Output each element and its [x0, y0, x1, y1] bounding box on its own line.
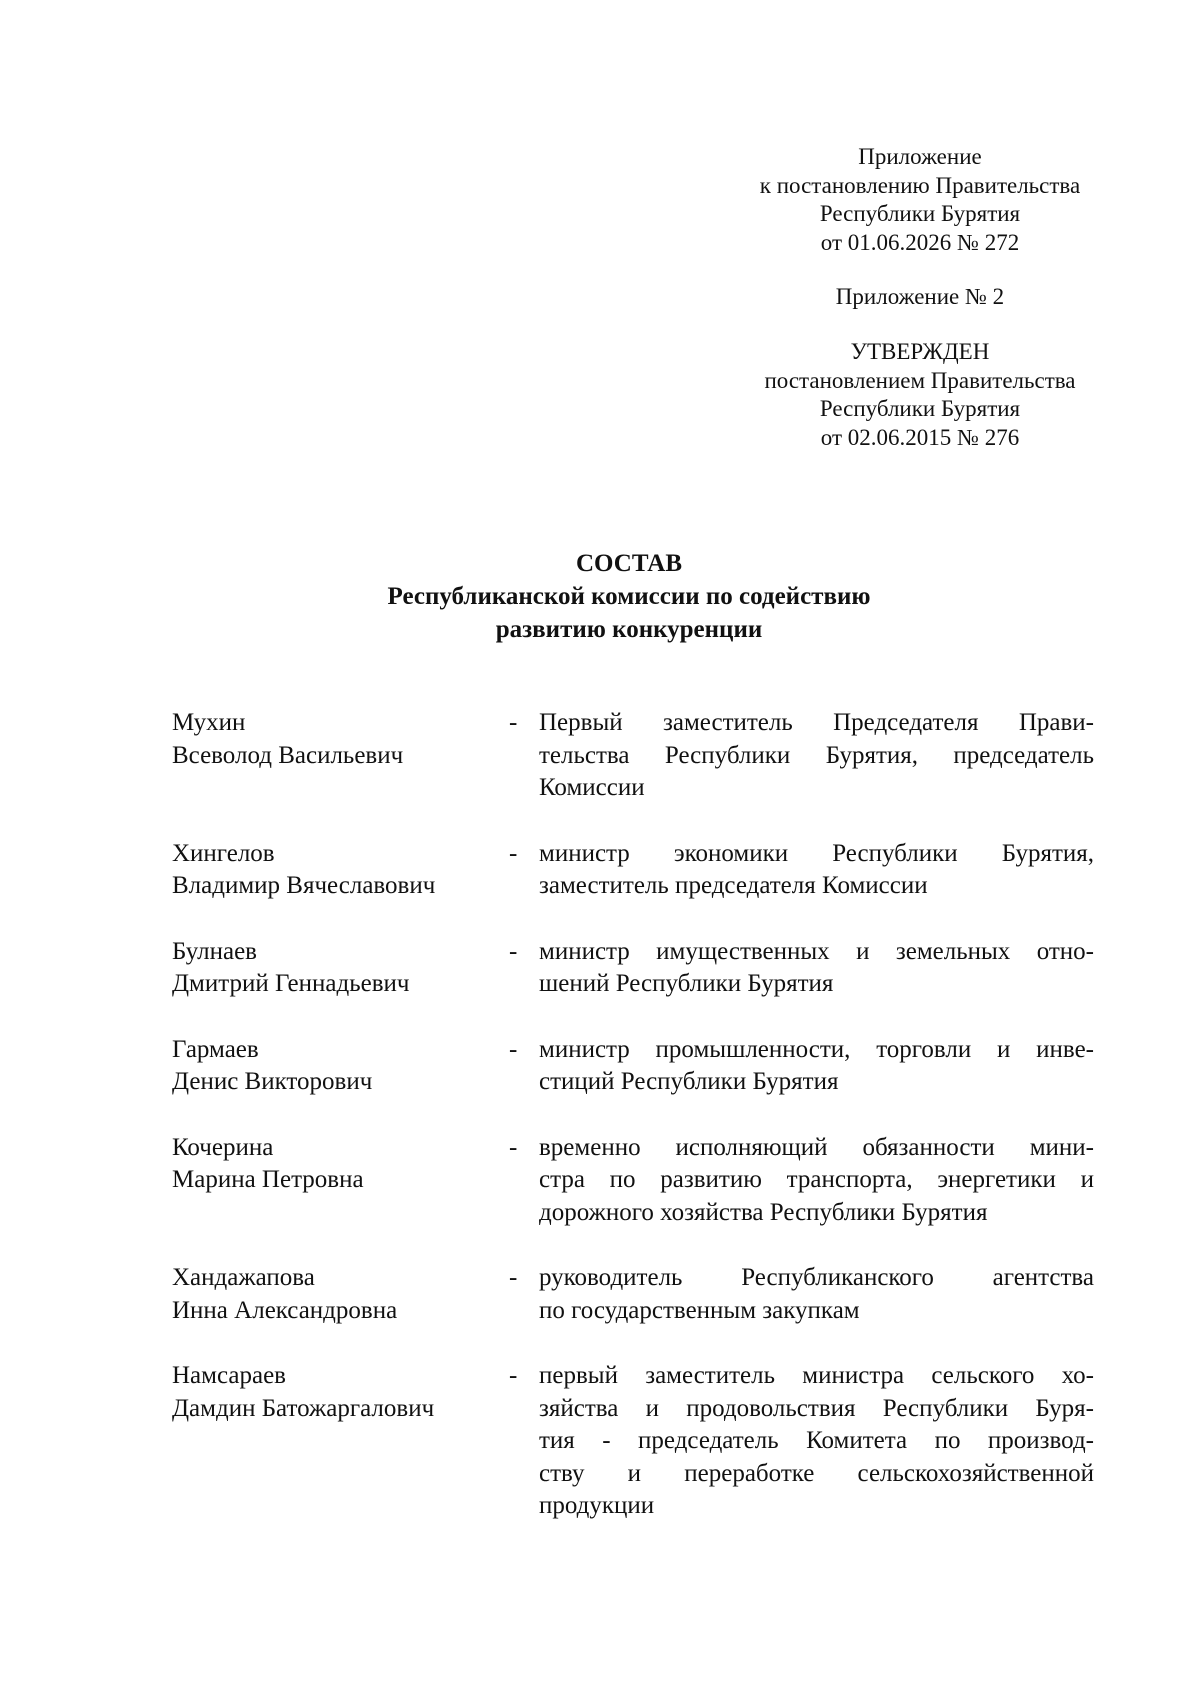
- member-name: [172, 1132, 509, 1230]
- member-role: [539, 707, 1094, 805]
- member-given-names: Денис Викторович: [172, 1068, 373, 1095]
- member-name: [172, 1262, 509, 1327]
- member-surname: Мухин: [172, 709, 246, 736]
- member-role: [539, 936, 1094, 1001]
- member-role-line: министр экономики Республики Бурятия,: [539, 839, 1094, 867]
- member-dash: -: [509, 839, 518, 867]
- title-line: Республиканской комиссии по содействию: [387, 583, 871, 610]
- member-role-line: продукции: [539, 1492, 655, 1519]
- member-dash: -: [509, 1264, 518, 1291]
- member-role: [539, 1262, 1094, 1327]
- member-role-line: руководитель Республиканского агентства: [539, 1264, 1094, 1291]
- member-role: [539, 1034, 1094, 1099]
- member-role-line: заместитель председателя Комиссии: [539, 872, 928, 899]
- member-surname: Намсараев: [172, 1362, 286, 1389]
- member-name: [172, 936, 509, 1001]
- member-name: [172, 1360, 509, 1523]
- member-role-line: Комиссии: [539, 774, 645, 801]
- member-role-line: министр промышленности, торговли и инве-: [539, 1035, 1094, 1063]
- approval-line: УТВЕРЖДЕН: [850, 339, 990, 364]
- member-dash: -: [509, 937, 518, 965]
- member-surname: Булнаев: [172, 937, 257, 965]
- member-dash: -: [509, 709, 518, 736]
- member-role: [539, 1360, 1094, 1523]
- member-entry: [172, 1132, 1094, 1230]
- member-name: [172, 1034, 509, 1099]
- member-role-line: Первый заместитель Председателя Прави-: [539, 709, 1094, 736]
- member-surname: Хандажапова: [172, 1264, 315, 1291]
- members-list: [172, 707, 1094, 1556]
- member-entry: [172, 936, 1094, 1001]
- appendix-line: Приложение: [858, 144, 982, 169]
- member-role-line: ству и переработке сельскохозяйственной: [539, 1459, 1094, 1487]
- title-line: развитию конкуренции: [495, 616, 763, 643]
- member-name: [172, 707, 509, 805]
- member-entry: [172, 1262, 1094, 1327]
- member-role-line: по государственным закупкам: [539, 1296, 860, 1324]
- member-surname: Гармаев: [172, 1035, 259, 1063]
- approval-line: от 02.06.2015 № 276: [820, 424, 1020, 450]
- appendix-number: [720, 283, 1120, 312]
- member-dash: -: [509, 1133, 518, 1161]
- member-given-names: Инна Александровна: [172, 1296, 398, 1324]
- appendix-line: от 01.06.2026 № 272: [820, 229, 1020, 255]
- member-role: [539, 1132, 1094, 1230]
- member-given-names: Дамдин Батожаргалович: [172, 1394, 435, 1422]
- member-dash: -: [509, 1035, 518, 1063]
- member-given-names: Дмитрий Геннадьевич: [172, 970, 410, 997]
- member-role-line: стра по развитию транспорта, энергетики и: [539, 1166, 1094, 1193]
- title-heading: СОСТАВ: [575, 550, 683, 577]
- member-role-line: тельства Республики Бурятия, председатель: [539, 741, 1094, 769]
- member-entry: [172, 707, 1094, 805]
- member-entry: [172, 1034, 1094, 1099]
- member-role-line: временно исполняющий обязанности мини-: [539, 1133, 1094, 1161]
- appendix-line: к постановлению Правительства: [759, 172, 1081, 198]
- member-name: [172, 838, 509, 903]
- appendix-line: Республики Бурятия: [819, 201, 1021, 226]
- member-surname: Хингелов: [172, 839, 275, 867]
- member-surname: Кочерина: [172, 1133, 274, 1161]
- appendix-number-line: Приложение № 2: [835, 284, 1005, 309]
- member-role-line: министр имущественных и земельных отно-: [539, 937, 1094, 965]
- member-role-line: шений Республики Бурятия: [539, 970, 834, 997]
- member-role-line: тия - председатель Комитета по производ-: [539, 1427, 1094, 1454]
- member-role-line: дорожного хозяйства Республики Бурятия: [539, 1198, 988, 1226]
- member-entry: [172, 1360, 1094, 1523]
- approval-line: постановлением Правительства: [764, 367, 1076, 393]
- approval-stamp: [720, 338, 1120, 452]
- member-dash: -: [509, 1362, 518, 1389]
- member-given-names: Всеволод Васильевич: [172, 741, 404, 769]
- member-role: [539, 838, 1094, 903]
- appendix-header: [720, 143, 1120, 257]
- member-role-line: зяйства и продовольствия Республики Буря-: [539, 1394, 1094, 1422]
- member-role-line: стиций Республики Бурятия: [539, 1068, 839, 1095]
- document-title: [0, 547, 1200, 646]
- approval-line: Республики Бурятия: [819, 396, 1021, 421]
- member-entry: [172, 838, 1094, 903]
- member-role-line: первый заместитель министра сельского хо-: [539, 1362, 1094, 1389]
- member-given-names: Владимир Вячеславович: [172, 872, 436, 899]
- member-given-names: Марина Петровна: [172, 1166, 364, 1193]
